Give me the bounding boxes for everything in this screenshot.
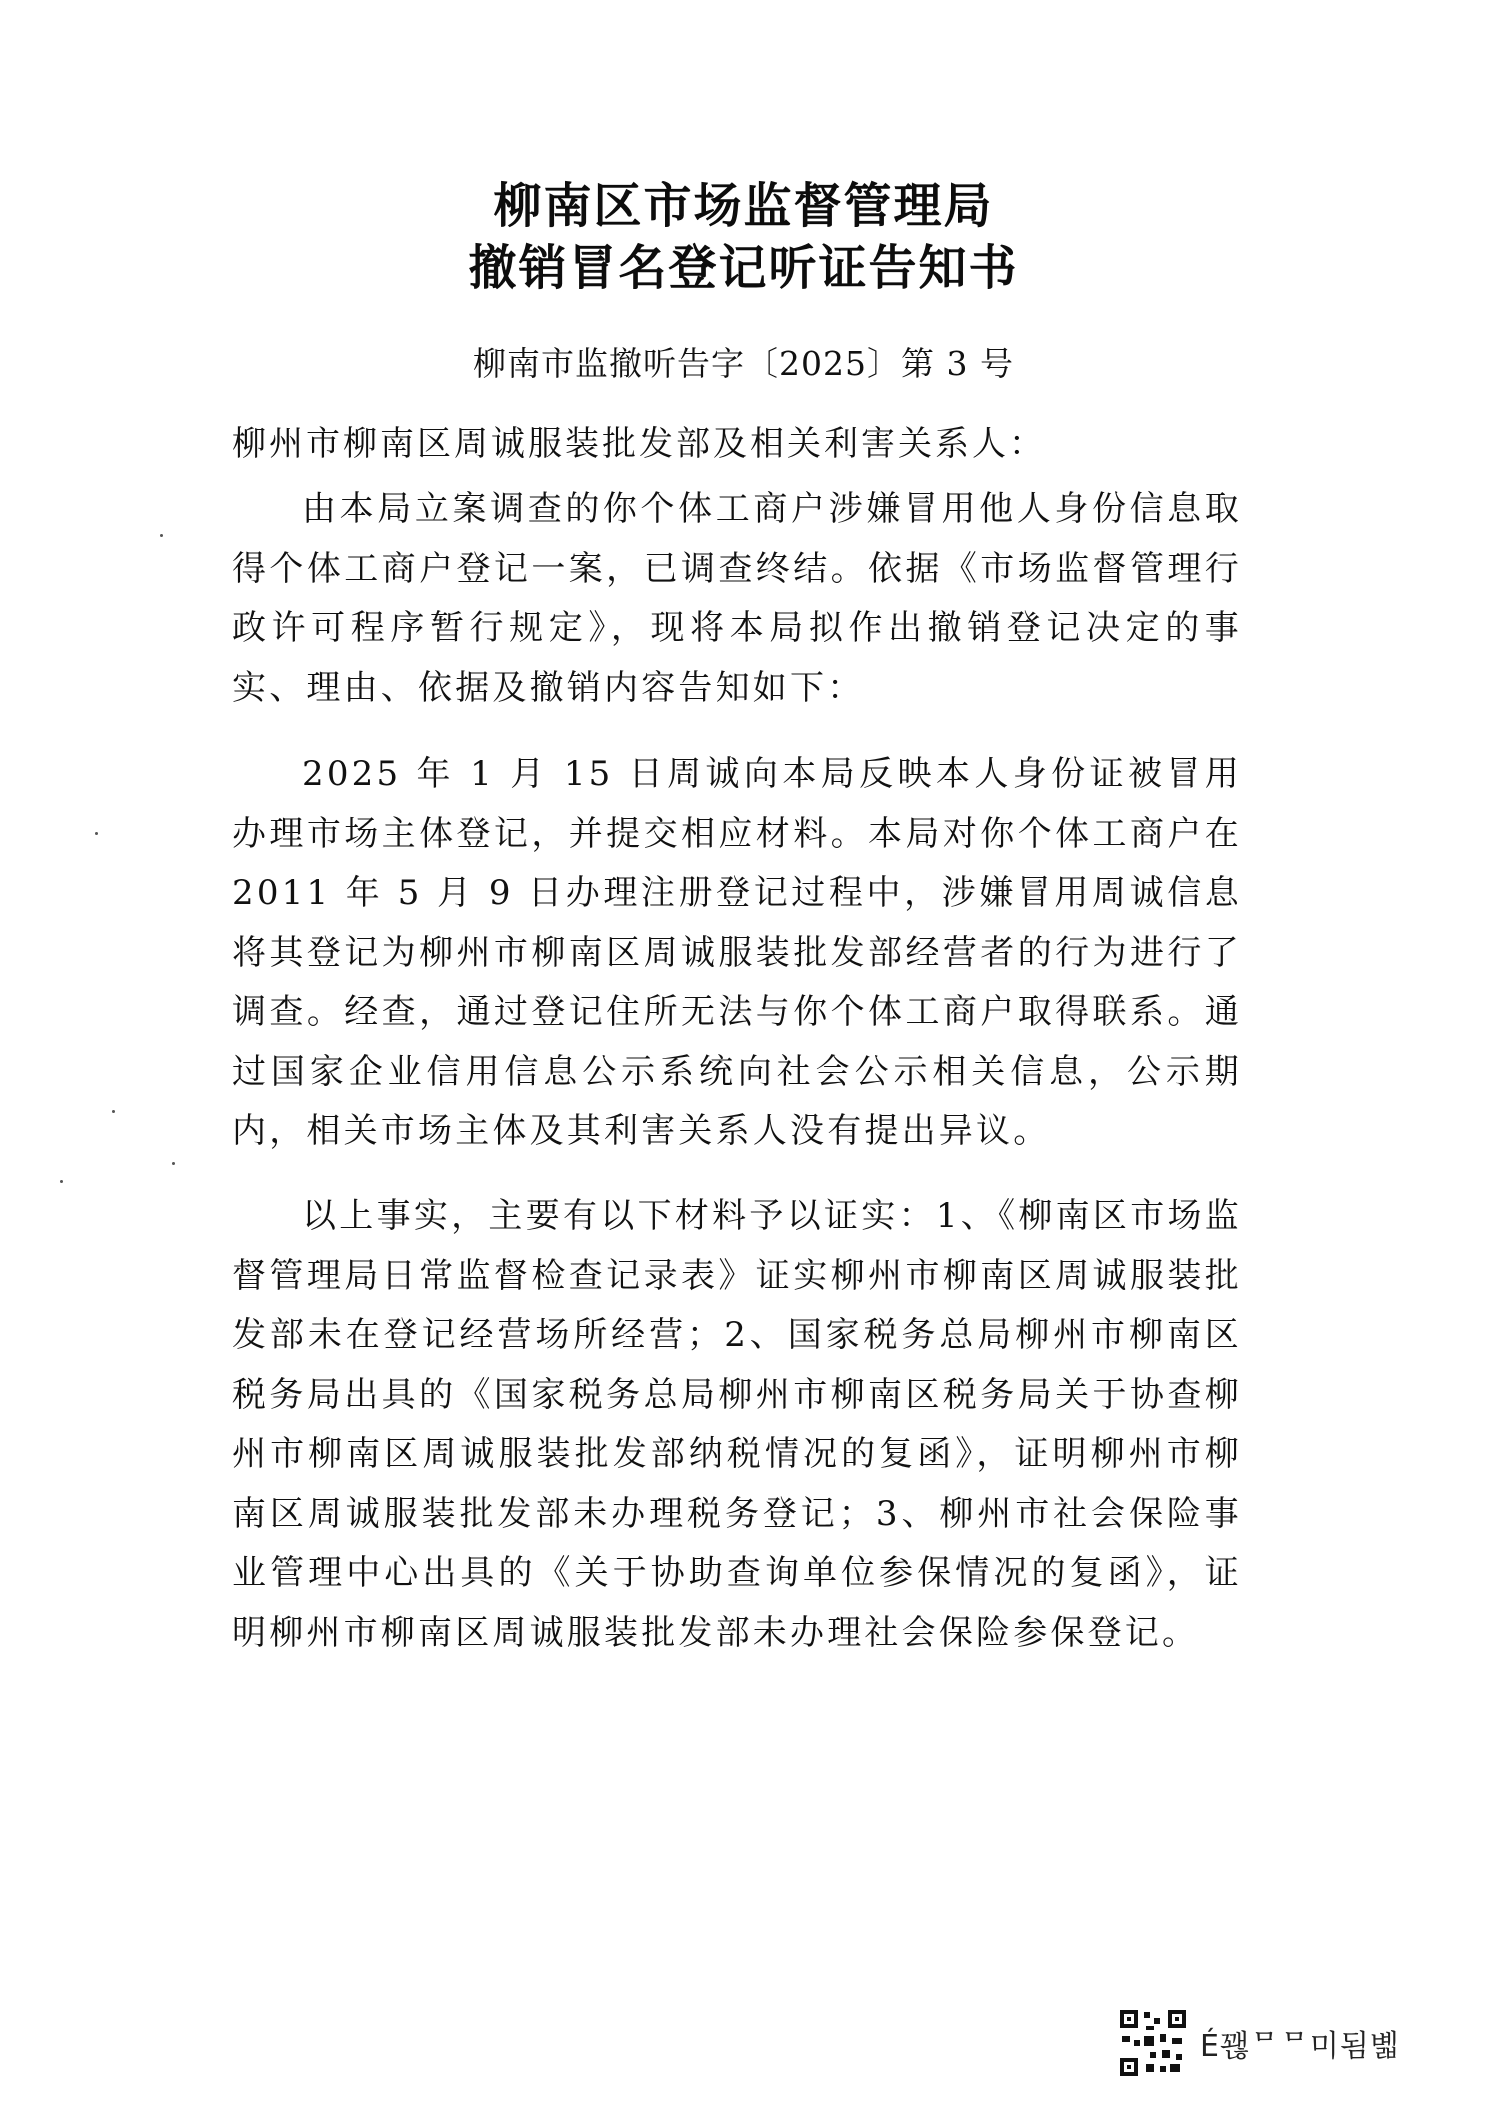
document-number: 柳南市监撤听告字〔2025〕第 3 号 [473, 344, 1014, 383]
qr-code-icon [1120, 2010, 1186, 2076]
footer-watermark [1120, 2010, 1400, 2076]
paragraph-3: 以上事实，主要有以下材料予以证实：1、《柳南区市场监督管理局日常监督检查记录表》证实柳州市柳南区周诚服装批发部未在登记经营场所经营；2、国家税务总局柳州市柳南区税务局出具的《国家税务总局柳州市柳南区税务局关于协查柳州市柳南区周诚服装批发部纳税情况的复函》，证明柳州市柳南区周诚服装批发部未办理税务登记；3、柳州市社会保险事业管理中心出具的《关于协助查询单位参保情况的复函》，证明柳州市柳南区周诚服装批发部未办理社会保险参保登记。 [232, 1196, 1242, 1653]
scan-speck [172, 1162, 175, 1165]
document-title-line1: 柳南区市场监督管理局 [493, 178, 994, 234]
scan-speck [112, 1110, 115, 1113]
scan-speck [60, 1180, 63, 1183]
scan-speck [95, 832, 98, 835]
document-title-line2: 撤销冒名登记听证告知书 [468, 240, 1019, 296]
scan-speck [160, 534, 163, 537]
addressee: 柳州市柳南区周诚服装批发部及相关利害关系人： [232, 424, 1046, 464]
paragraph-1: 由本局立案调查的你个体工商户涉嫌冒用他人身份信息取得个体工商户登记一案，已调查终结。依据《市场监督管理行政许可程序暂行规定》，现将本局拟作出撤销登记决定的事实、理由、依据及撤销内容告知如下： [232, 489, 1242, 708]
footer-garbled-text: É꽪ᄆᄆ미됨볣 [1200, 2029, 1400, 2064]
paragraph-2: 2025 年 1 月 15 日周诚向本局反映本人身份证被冒用办理市场主体登记，并提交相应材料。本局对你个体工商户在 2011 年 5 月 9 日办理注册登记过程中，涉嫌冒用周诚信息将其登记为柳州市柳南区周诚服装批发部经营者的行为进行了调查。经查，通过登记住所无法与你个体工商户取得联系。通过国家企业信用信息公示系统向社会公示相关信息，公示期内，相关市场主体及其利害关系人没有提出异议。 [232, 754, 1242, 1151]
